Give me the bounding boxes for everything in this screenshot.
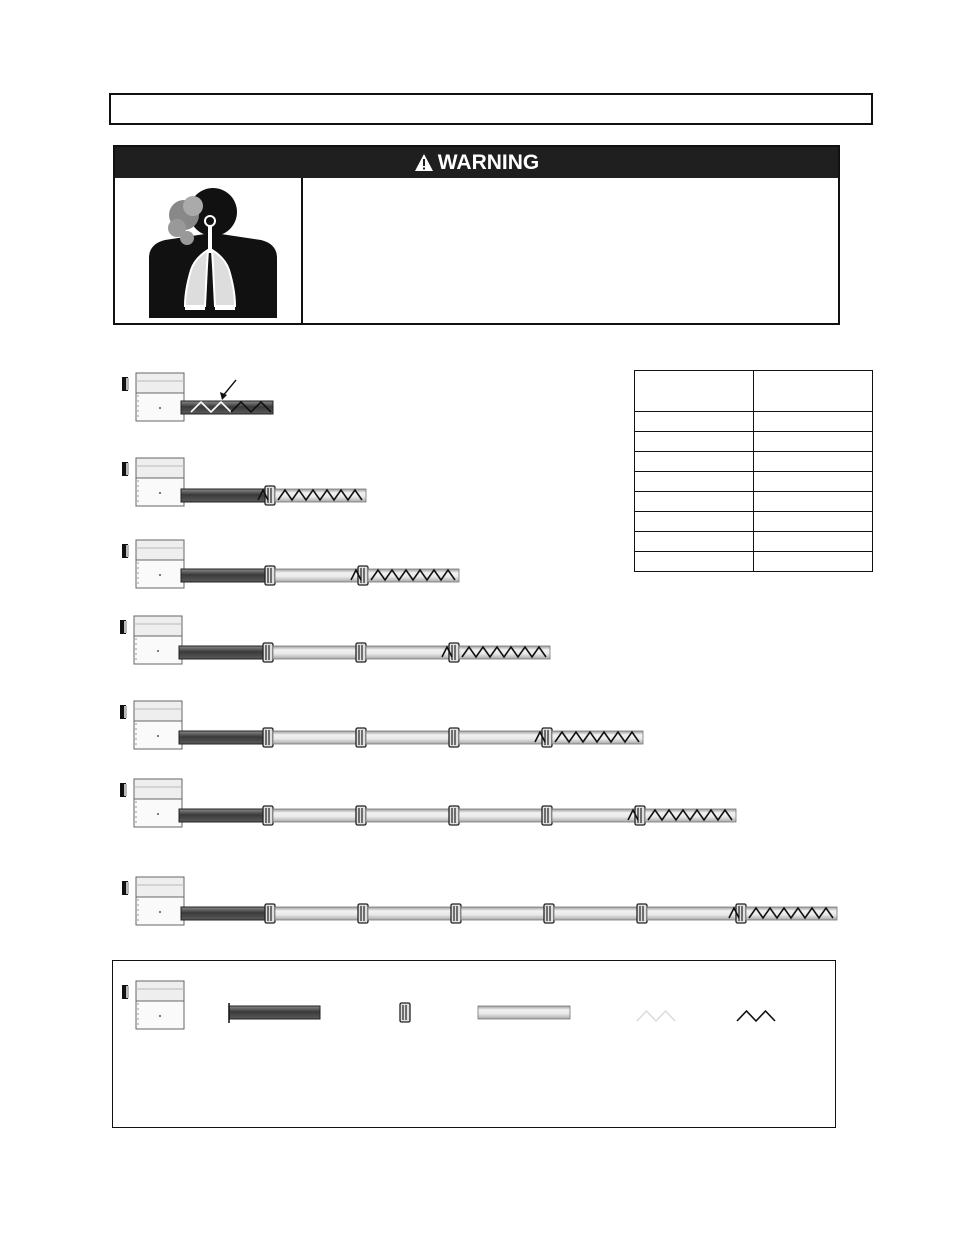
heater-unit-icon [120, 779, 182, 827]
pipe-coupling-clamp-icon [356, 728, 366, 747]
light-vent-pipe-icon [647, 907, 739, 920]
pipe-coupling-clamp-icon [356, 643, 366, 662]
vent-configuration [122, 540, 459, 588]
heater-unit-icon [122, 373, 184, 421]
heater-unit-icon [120, 616, 182, 664]
pipe-coupling-clamp-icon [449, 728, 459, 747]
pipe-coupling-clamp-icon [449, 806, 459, 825]
vent-configuration [122, 877, 837, 925]
pipe-coupling-clamp-icon [263, 806, 273, 825]
light-vent-pipe-icon [273, 731, 359, 744]
light-vent-pipe-icon [366, 809, 452, 822]
vent-configuration [120, 779, 736, 827]
pipe-coupling-clamp-icon [451, 904, 461, 923]
light-vent-pipe-icon [554, 907, 640, 920]
heater-unit-icon [122, 458, 184, 506]
dark-vent-pipe-icon [181, 489, 268, 502]
light-vent-pipe-icon [366, 646, 452, 659]
pipe-coupling-clamp-icon [542, 806, 552, 825]
light-vent-pipe-icon [459, 731, 545, 744]
light-vent-pipe-icon [461, 907, 547, 920]
dark-vent-pipe-icon [181, 569, 268, 582]
light-vent-pipe-icon [273, 646, 359, 659]
pipe-coupling-clamp-icon [263, 643, 273, 662]
heater-unit-icon [120, 701, 182, 749]
pipe-coupling-clamp-icon [263, 728, 273, 747]
light-vent-pipe-icon [275, 907, 361, 920]
pipe-coupling-clamp-icon [358, 904, 368, 923]
pipe-coupling-clamp-icon [356, 806, 366, 825]
dark-vent-pipe-icon [179, 646, 266, 659]
heater-unit-icon [122, 540, 184, 588]
heater-unit-icon [122, 877, 184, 925]
dark-vent-pipe-icon [179, 809, 266, 822]
legend-labels [120, 1040, 820, 1110]
pipe-coupling-clamp-icon [544, 904, 554, 923]
vent-configuration [122, 458, 366, 506]
light-vent-pipe-icon [552, 809, 638, 822]
vent-configuration [122, 373, 273, 421]
pipe-coupling-clamp-icon [265, 566, 275, 585]
vent-configuration [120, 616, 550, 664]
dark-vent-pipe-icon [179, 731, 266, 744]
pipe-coupling-clamp-icon [265, 904, 275, 923]
light-vent-pipe-icon [273, 809, 359, 822]
light-vent-pipe-icon [459, 809, 545, 822]
vent-configuration [120, 701, 643, 749]
pipe-coupling-clamp-icon [637, 904, 647, 923]
warning-label: WARNING [437, 150, 540, 174]
light-vent-pipe-icon [366, 731, 452, 744]
light-vent-pipe-icon [368, 907, 454, 920]
light-vent-pipe-icon [275, 569, 361, 582]
dark-vent-pipe-icon [181, 907, 268, 920]
